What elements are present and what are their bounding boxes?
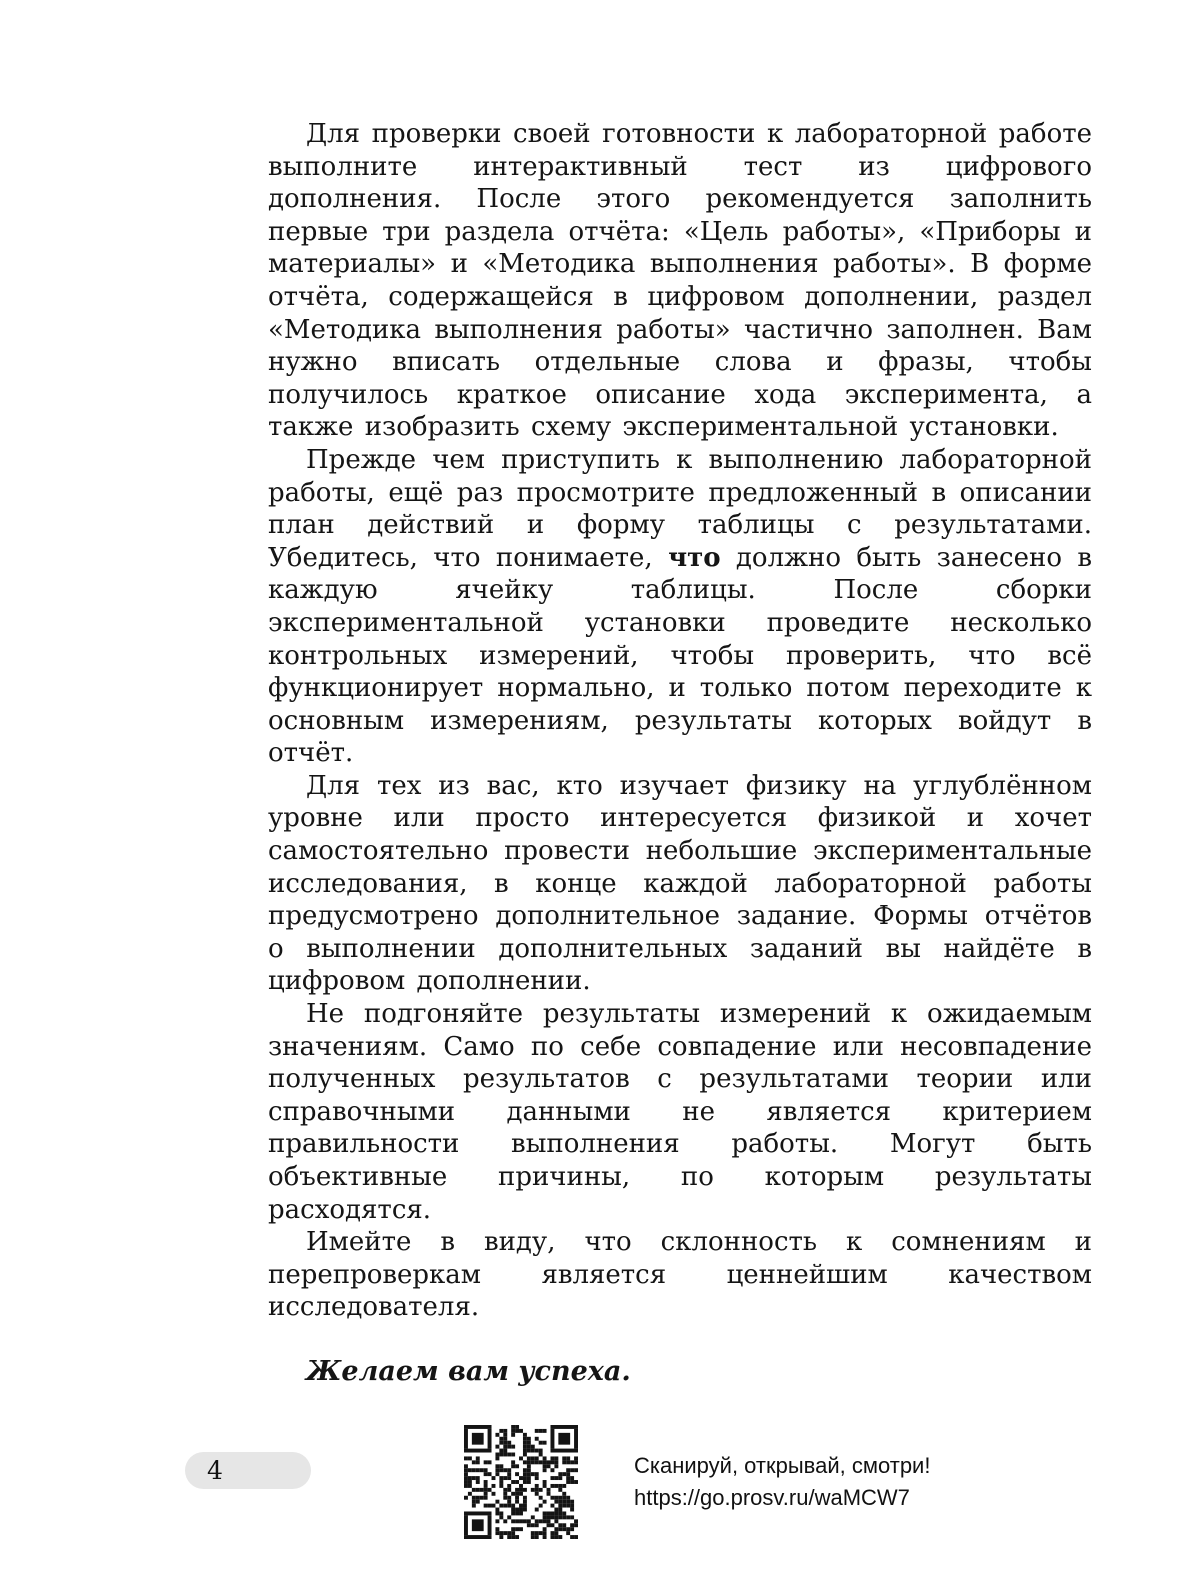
qr-code [464, 1425, 578, 1539]
page-number: 4 [207, 1456, 223, 1485]
qr-caption [634, 1450, 930, 1514]
paragraph-2-before: Прежде чем приступить к выполнению лабораторной работы, ещё раз просмотрите предложенный в описании план действий и форму таблицы с результатами. Убедитесь, что понимаете, [268, 444, 1092, 573]
paragraph-3: Для тех из вас, кто изучает физику на углублённом уровне или просто интересуется физикой и хочет самостоятельно провести небольшие экспериментальные исследования, в конце каждой лабораторной работы предусмотрено дополнительное задание. Формы отчётов о выполнении дополнительных заданий вы найдёте в цифровом дополнении. [268, 770, 1092, 997]
paragraph-5: Имейте в виду, что склонность к сомнениям и перепроверкам является ценнейшим качеством исследователя. [268, 1227, 1092, 1323]
paragraph-2-bold-word: что [668, 542, 721, 573]
page-number-pill [185, 1452, 311, 1489]
paragraph-2-after: должно быть занесено в каждую ячейку таблицы. После сборки экспериментальной установки проведите несколько контрольных измерений, чтобы проверить, что всё функционирует нормально, и только потом переходите к основным измерениям, результаты которых войдут в отчёт. [268, 542, 1092, 769]
closing-wish: Желаем вам успеха. [306, 1355, 631, 1387]
paragraph-2 [268, 444, 1092, 770]
qr-section [268, 1425, 1092, 1539]
paragraph-4: Не подгоняйте результаты измерений к ожидаемым значениям. Само по себе совпадение или несовпадение полученных результатов с результатами теории или справочными данными не является критерием правильности выполнения работы. Могут быть объективные причины, по которым результаты расходятся. [268, 999, 1092, 1225]
qr-link: https://go.prosv.ru/waMCW7 [634, 1484, 910, 1510]
paragraph-1: Для проверки своей готовности к лабораторной работе выполните интерактивный тест из цифрового дополнения. После этого рекомендуется заполнить первые три раздела отчёта: «Цель работы», «Приборы и материалы» и «Методика выполнения работы». В форме отчёта, содержащейся в цифровом дополнении, раздел «Методика выполнения работы» частично заполнен. Вам нужно вписать отдельные слова и фразы, чтобы получилось краткое описание хода эксперимента, а также изобразить схему экспериментальной установки. [268, 119, 1092, 443]
body-text [268, 118, 1092, 1539]
qr-caption-text: Сканируй, открывай, смотри! [634, 1452, 931, 1478]
qr-code-svg [464, 1425, 578, 1539]
